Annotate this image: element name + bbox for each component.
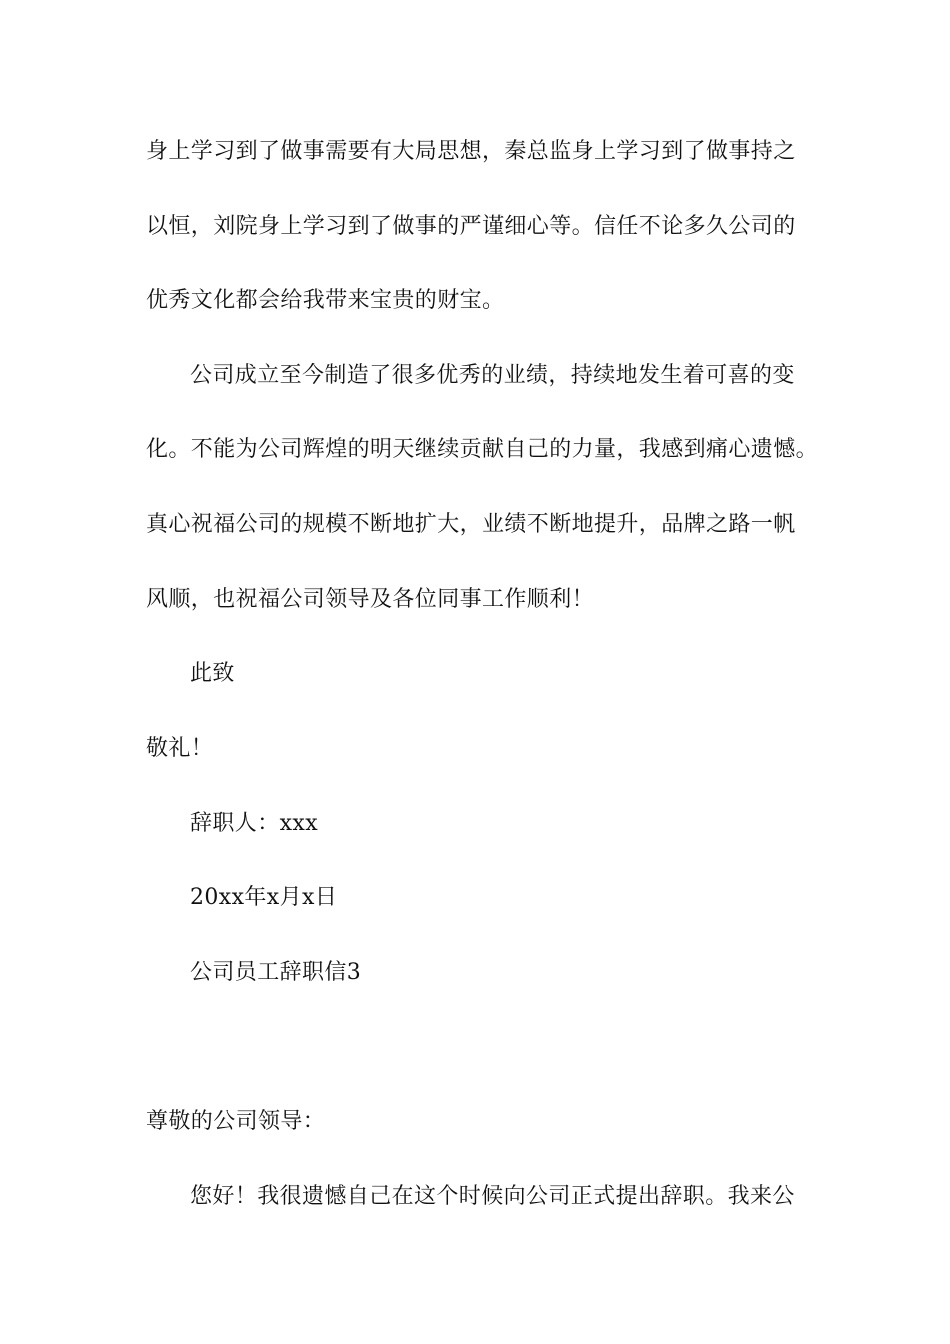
paragraph-first-line: 公司成立至今制造了很多优秀的业绩，持续地发生着可喜的变 — [190, 363, 795, 388]
body-text-line: 优秀文化都会给我带来宝贵的财宝。 — [146, 288, 505, 313]
closing-regards: 敬礼！ — [146, 736, 214, 761]
body-text-line: 以恒，刘院身上学习到了做事的严谨细心等。信任不论多久公司的 — [146, 214, 796, 239]
letter-greeting: 尊敬的公司领导： — [146, 1109, 326, 1134]
body-text-line: 身上学习到了做事需要有大局思想，秦总监身上学习到了做事持之 — [146, 139, 796, 164]
section-title: 公司员工辞职信3 — [190, 960, 362, 985]
signature-date: 20xx年x月x日 — [190, 885, 338, 910]
closing-salutation: 此致 — [190, 661, 235, 686]
body-text-line: 真心祝福公司的规模不断地扩大，业绩不断地提升，品牌之路一帆 — [146, 512, 796, 537]
body-text-line: 风顺，也祝福公司领导及各位同事工作顺利！ — [146, 587, 595, 612]
paragraph-first-line: 您好！我很遗憾自己在这个时候向公司正式提出辞职。我来公 — [190, 1184, 795, 1209]
body-text-line: 化。不能为公司辉煌的明天继续贡献自己的力量，我感到痛心遗憾。 — [146, 437, 819, 462]
signature-name: 辞职人：xxx — [190, 811, 319, 836]
